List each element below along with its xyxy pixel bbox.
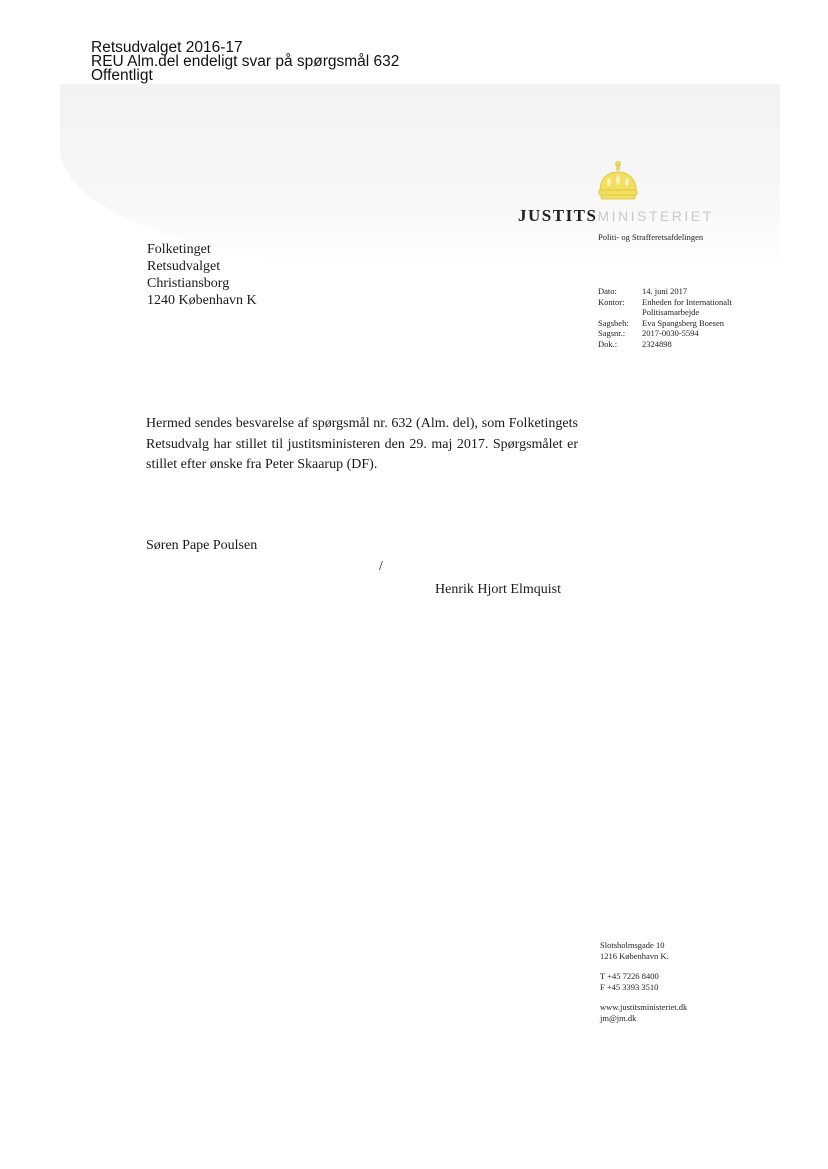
footer-email: jm@jm.dk — [600, 1012, 637, 1023]
footer-address: Slotsholmsgade 10 — [600, 940, 665, 950]
recipient-address — [147, 241, 257, 309]
meta-document-number — [598, 339, 762, 350]
meta-label: Sagsbeh: — [598, 317, 629, 328]
meta-handler — [598, 318, 762, 329]
meta-label: Dok.: — [598, 338, 618, 349]
meta-label: Sagsnr.: — [598, 328, 626, 338]
signature-separator: / — [379, 559, 383, 574]
meta-value: 2017-0030-5594 — [642, 328, 699, 338]
footer-website: www.justitsministeriet.dk — [600, 1002, 688, 1012]
meta-value: Politisamarbejde — [642, 307, 700, 317]
meta-value: Eva Spangsberg Boesen — [642, 317, 724, 328]
meta-value: 2324898 — [642, 338, 672, 349]
recipient-line: Christiansborg — [147, 276, 230, 291]
document-metadata — [598, 286, 762, 349]
meta-date — [598, 286, 762, 297]
meta-label: Dato: — [598, 286, 617, 296]
stamp-line-status: Offentligt — [91, 67, 153, 84]
minister-signature: Søren Pape Poulsen — [146, 538, 258, 553]
meta-case-number — [598, 328, 762, 339]
meta-value: Enheden for Internationalt — [642, 296, 732, 307]
meta-label: Kontor: — [598, 296, 625, 307]
meta-office — [598, 297, 762, 308]
ministry-logo — [518, 206, 714, 226]
recipient-line: 1240 København K — [147, 293, 257, 308]
recipient-line: Retsudvalget — [147, 259, 221, 274]
footer-phone: T +45 7226 8400 — [600, 971, 659, 981]
ministry-contact — [600, 940, 687, 1023]
meta-value: 14. juni 2017 — [642, 286, 688, 296]
stamp-line-question: REU Alm.del endeligt svar på spørgsmål 632 — [91, 53, 400, 70]
meta-office-cont — [598, 307, 762, 318]
footer-postcode: 1216 København K. — [600, 950, 669, 961]
recipient-line: Folketinget — [147, 242, 211, 257]
stamp-line-committee: Retsudvalget 2016-17 — [91, 39, 243, 56]
logo-name-light: MINISTERIET — [597, 208, 714, 224]
logo-name-strong: JUSTITS — [518, 206, 598, 225]
letter-body: Hermed sendes besvarelse af spørgsmål nr. 632 (Alm. del), som Folketingets Retsudvalg har stillet til justitsministeren den 29. maj 2017. Spørgsmålet er stillet efter ønske fra Peter Skaarup (DF). — [146, 416, 578, 472]
crown-icon — [594, 160, 642, 202]
department-name: Politi- og Strafferetsafdelingen — [598, 232, 704, 242]
parliament-stamp — [91, 41, 399, 83]
official-signature: Henrik Hjort Elmquist — [435, 582, 561, 597]
footer-fax: F +45 3393 3510 — [600, 981, 659, 992]
